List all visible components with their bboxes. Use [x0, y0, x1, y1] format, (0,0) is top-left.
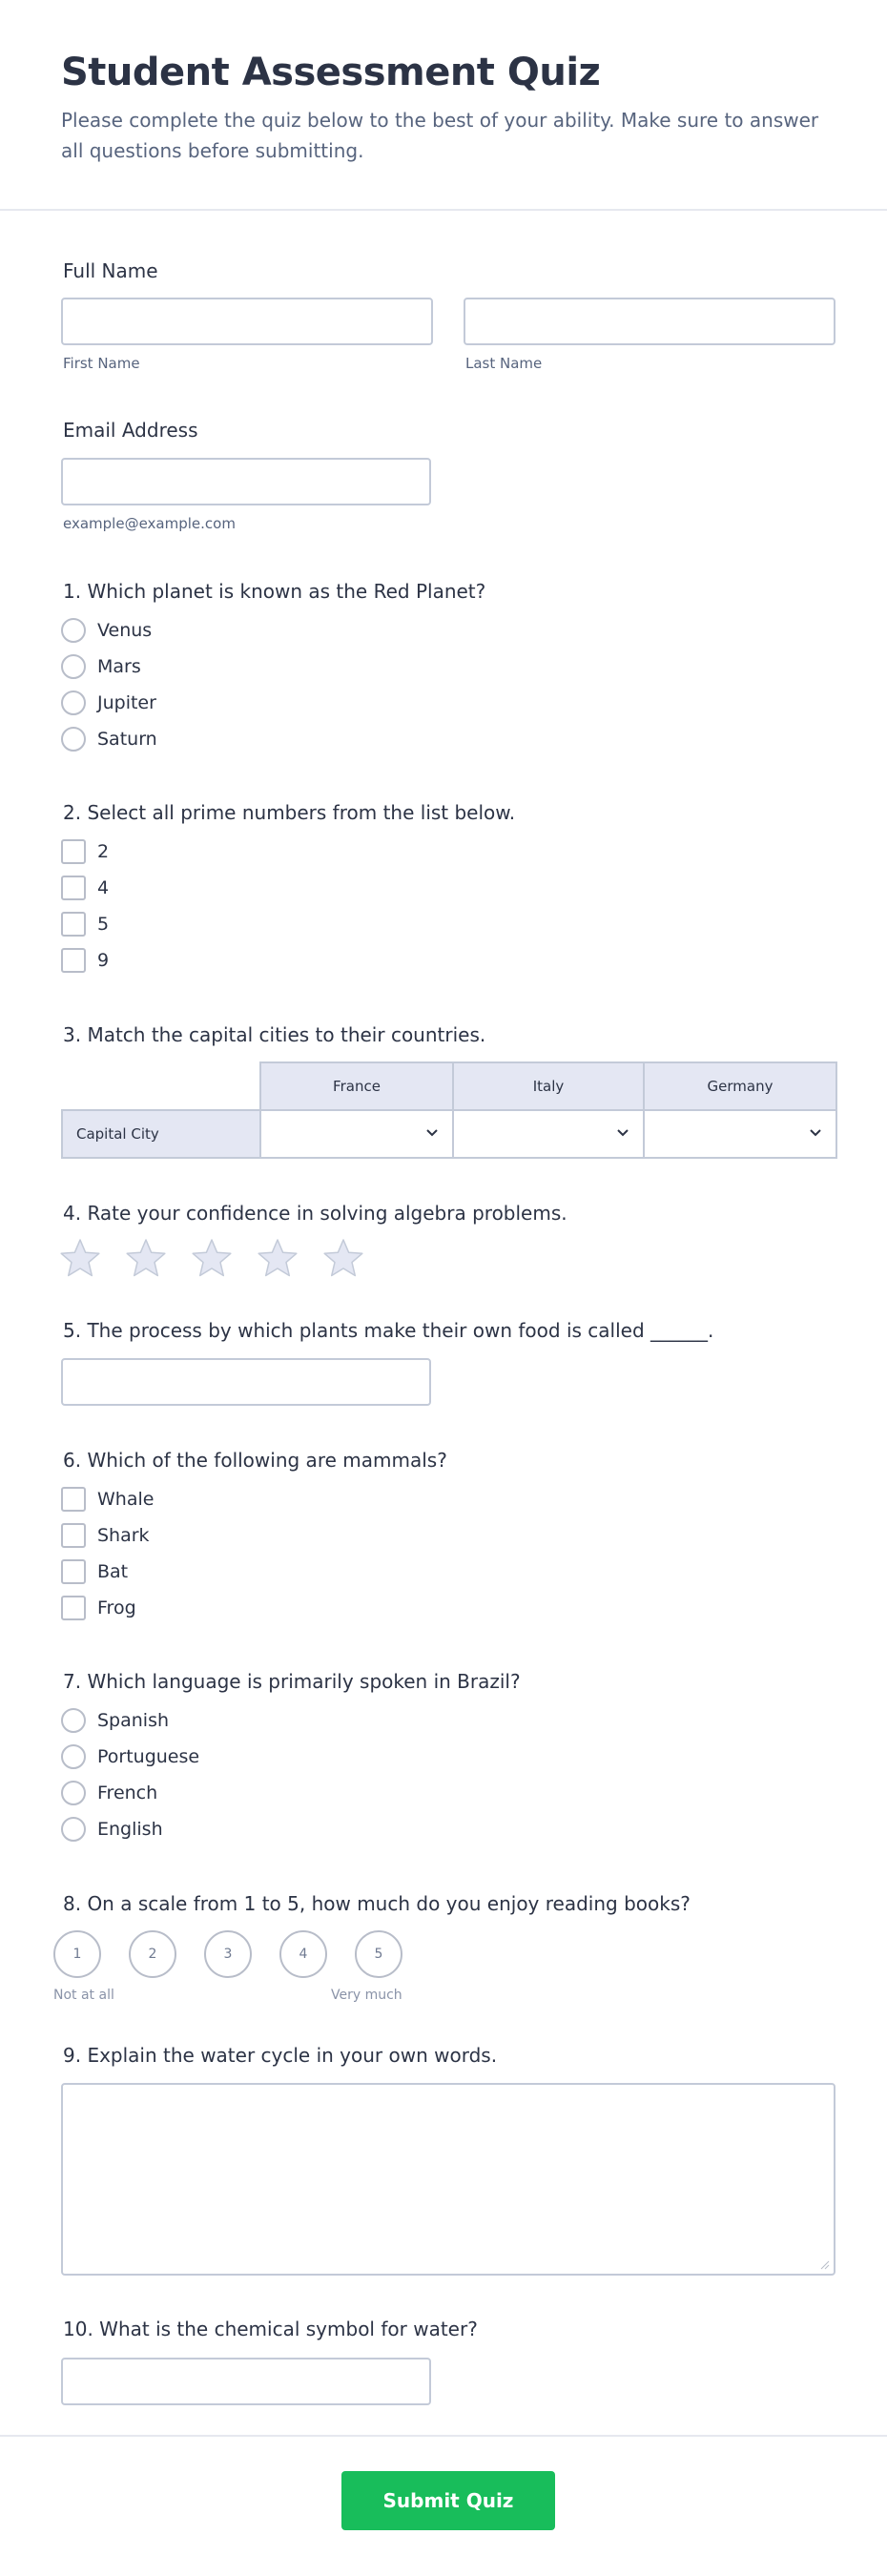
radio-option[interactable] [61, 685, 485, 721]
scale-circle[interactable]: 2 [129, 1930, 176, 1978]
radio-button[interactable] [61, 1708, 86, 1733]
radio-button[interactable] [61, 690, 86, 715]
question-5 [61, 1317, 713, 1344]
radio-button[interactable] [61, 618, 86, 643]
option-label: Portuguese [97, 1746, 200, 1767]
chemical-symbol-input[interactable] [61, 2358, 431, 2405]
matrix-column-header: Germany [644, 1062, 836, 1110]
checkbox-option[interactable] [61, 1554, 447, 1590]
q5-field-wrap [61, 1358, 431, 1406]
matrix-column-header: Italy [453, 1062, 644, 1110]
question-1 [61, 578, 485, 757]
q10-field-wrap [61, 2358, 431, 2405]
option-label: Saturn [97, 729, 157, 750]
star-icon[interactable] [125, 1237, 167, 1279]
radio-option[interactable] [61, 1811, 521, 1847]
option-label: Jupiter [97, 692, 156, 713]
question-8-label: 8. On a scale from 1 to 5, how much do you enjoy reading books? [63, 1892, 691, 1915]
scale-low-caption: Not at all [53, 1988, 114, 2003]
page-subtitle: Please complete the quiz below to the best of your ability. Make sure to answer all questions before submitting. [61, 109, 819, 162]
first-name-input[interactable] [61, 298, 433, 345]
scale-option[interactable] [53, 1930, 101, 1978]
radio-button[interactable] [61, 1817, 86, 1842]
option-label: 5 [97, 914, 110, 935]
option-label: Bat [97, 1561, 129, 1582]
radio-option[interactable] [61, 1702, 521, 1739]
question-7 [61, 1668, 521, 1847]
matrix-row-label: Capital City [62, 1110, 260, 1158]
checkbox[interactable] [61, 1596, 86, 1620]
star-icon[interactable] [191, 1237, 233, 1279]
radio-option[interactable] [61, 649, 485, 685]
checkbox[interactable] [61, 1487, 86, 1512]
scale-circle[interactable]: 1 [53, 1930, 101, 1978]
question-1-options [61, 612, 485, 757]
full-name-fields [61, 298, 837, 372]
question-7-label: 7. Which language is primarily spoken in Brazil? [63, 1670, 521, 1693]
form-header [0, 0, 887, 211]
checkbox-option[interactable] [61, 870, 515, 906]
question-4-label: 4. Rate your confidence in solving algebra problems. [63, 1202, 567, 1225]
chevron-down-icon [423, 1123, 441, 1141]
question-3-label: 3. Match the capital cities to their countries. [63, 1023, 486, 1046]
option-label: Whale [97, 1489, 155, 1510]
radio-button[interactable] [61, 1781, 86, 1805]
question-6-options [61, 1481, 447, 1626]
matrix-dropdown-italy[interactable] [453, 1110, 644, 1158]
option-label: Venus [97, 620, 153, 641]
option-label: Shark [97, 1525, 150, 1546]
checkbox[interactable] [61, 839, 86, 864]
question-9 [61, 2042, 497, 2069]
email-sublabel: example@example.com [63, 515, 236, 532]
checkbox-option[interactable] [61, 942, 515, 979]
scale-circle[interactable]: 5 [355, 1930, 402, 1978]
option-label: 9 [97, 950, 110, 971]
checkbox-option[interactable] [61, 1481, 447, 1517]
option-label: Spanish [97, 1710, 170, 1731]
option-label: 2 [97, 841, 110, 862]
question-9-label: 9. Explain the water cycle in your own words. [63, 2044, 498, 2067]
question-8 [61, 1890, 691, 1917]
option-label: Frog [97, 1597, 136, 1618]
question-5-label: 5. The process by which plants make their own food is called ______. [63, 1319, 714, 1342]
radio-option[interactable] [61, 1775, 521, 1811]
question-6-label: 6. Which of the following are mammals? [63, 1449, 447, 1472]
checkbox[interactable] [61, 1559, 86, 1584]
radio-button[interactable] [61, 654, 86, 679]
option-label: English [97, 1819, 163, 1840]
radio-option[interactable] [61, 612, 485, 649]
star-icon[interactable] [322, 1237, 364, 1279]
checkbox[interactable] [61, 948, 86, 973]
full-name-section [61, 258, 158, 284]
email-field[interactable] [61, 458, 431, 505]
matrix-dropdown-france[interactable] [260, 1110, 453, 1158]
water-cycle-textarea[interactable] [61, 2083, 835, 2276]
star-rating [59, 1237, 388, 1279]
question-3 [61, 1021, 485, 1048]
checkbox-option[interactable] [61, 1517, 447, 1554]
full-name-label: Full Name [63, 259, 158, 282]
question-1-label: 1. Which planet is known as the Red Planet? [63, 580, 486, 603]
option-label: Mars [97, 656, 141, 677]
question-2-label: 2. Select all prime numbers from the list below. [63, 801, 516, 824]
checkbox-option[interactable] [61, 906, 515, 942]
star-icon[interactable] [59, 1237, 101, 1279]
email-field-wrap [61, 458, 431, 532]
scale-circle[interactable]: 3 [204, 1930, 252, 1978]
option-label: French [97, 1783, 158, 1803]
q9-field-wrap [61, 2083, 835, 2276]
email-section [61, 417, 198, 443]
scale-circle[interactable]: 4 [279, 1930, 327, 1978]
checkbox-option[interactable] [61, 1590, 447, 1626]
checkbox[interactable] [61, 1523, 86, 1548]
question-10-label: 10. What is the chemical symbol for water? [63, 2318, 478, 2340]
radio-option[interactable] [61, 721, 485, 757]
matrix-dropdown-germany[interactable] [644, 1110, 836, 1158]
opinion-scale [53, 1930, 402, 1978]
question-2 [61, 799, 515, 979]
chevron-down-icon [614, 1123, 631, 1141]
chevron-down-icon [807, 1123, 824, 1141]
page-title: Student Assessment Quiz [61, 51, 601, 94]
checkbox[interactable] [61, 912, 86, 937]
radio-button[interactable] [61, 727, 86, 752]
scale-high-caption-wrap [331, 1985, 402, 2003]
first-name-sublabel: First Name [63, 355, 140, 372]
submit-button[interactable]: Submit Quiz [341, 2471, 555, 2530]
matrix-column-header: France [260, 1062, 453, 1110]
matrix-wrap [61, 1061, 837, 1159]
question-7-options [61, 1702, 521, 1847]
matrix-table [61, 1061, 837, 1159]
scale-option[interactable] [279, 1930, 327, 1978]
matrix-corner [62, 1062, 260, 1110]
radio-button[interactable] [61, 1744, 86, 1769]
question-4 [61, 1200, 567, 1226]
checkbox-option[interactable] [61, 834, 515, 870]
scale-option[interactable] [204, 1930, 252, 1978]
radio-option[interactable] [61, 1739, 521, 1775]
scale-low-caption-wrap [53, 1985, 114, 2003]
email-label: Email Address [63, 419, 198, 442]
last-name-sublabel: Last Name [465, 355, 543, 372]
question-6 [61, 1447, 447, 1626]
checkbox[interactable] [61, 876, 86, 900]
star-icon[interactable] [257, 1237, 299, 1279]
last-name-input[interactable] [464, 298, 835, 345]
fill-in-blank-input[interactable] [61, 1358, 431, 1406]
resize-handle-icon[interactable] [820, 2260, 830, 2270]
form-footer [0, 2435, 887, 2576]
question-10 [61, 2316, 478, 2342]
scale-option[interactable] [355, 1930, 402, 1978]
scale-option[interactable] [129, 1930, 176, 1978]
scale-high-caption: Very much [331, 1988, 402, 2003]
option-label: 4 [97, 877, 110, 898]
question-2-options [61, 834, 515, 979]
